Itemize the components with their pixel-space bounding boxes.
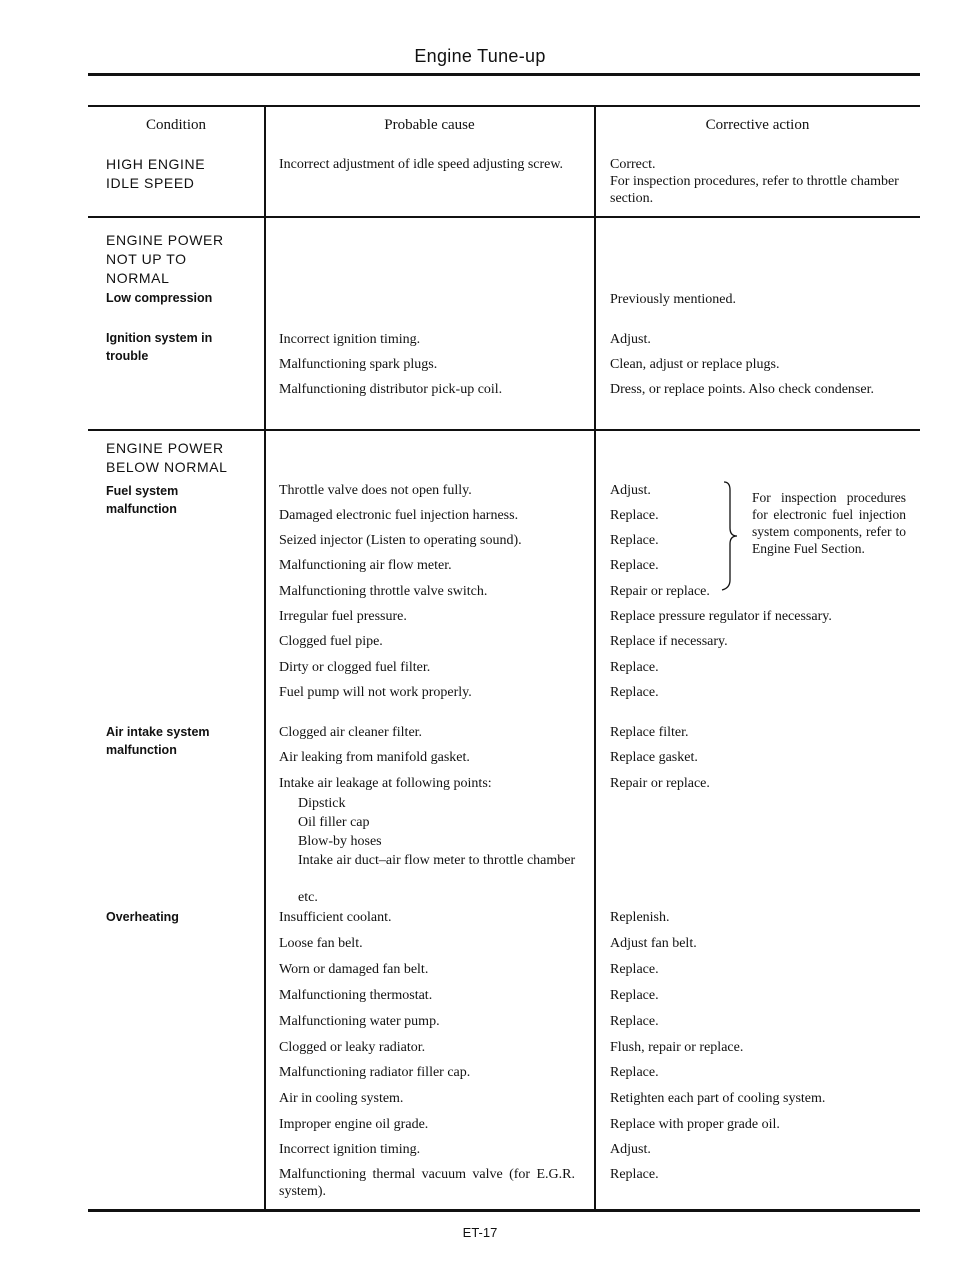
cause-fuel-1: Damaged electronic fuel injection harness.: [279, 508, 519, 523]
cause-overheat-3: Malfunctioning thermostat.: [279, 988, 433, 1003]
action-fuel-4: Repair or replace.: [610, 584, 710, 599]
header-rule: [88, 105, 920, 107]
subcondition-ignition: Ignition system in trouble: [106, 331, 213, 363]
action-fuel-3: Replace.: [610, 558, 659, 573]
cause-overheat-7: Air in cooling system.: [279, 1091, 404, 1106]
action-overheat-9: Adjust.: [610, 1142, 651, 1157]
cause-overheat-1: Loose fan belt.: [279, 936, 363, 951]
action-fuel-6: Replace if necessary.: [610, 634, 728, 649]
action-overheat-6: Replace.: [610, 1065, 659, 1080]
condition-power-below-normal: ENGINE POWER BELOW NORMAL: [106, 440, 228, 475]
action-air-0: Replace filter.: [610, 725, 689, 740]
action-low-compression: Previously mentioned.: [610, 292, 736, 307]
condition-high-idle: HIGH ENGINE IDLE SPEED: [106, 156, 206, 191]
action-overheat-4: Replace.: [610, 1014, 659, 1029]
action-overheat-8: Replace with proper grade oil.: [610, 1117, 780, 1132]
action-overheat-3: Replace.: [610, 988, 659, 1003]
action-high-idle: Correct. For inspection procedures, refer to throttle chamber section.: [610, 157, 899, 206]
column-header-cause: Probable cause: [384, 117, 475, 133]
cause-air-2: Intake air leakage at following points:: [279, 776, 492, 791]
cause-overheat-8: Improper engine oil grade.: [279, 1117, 429, 1132]
air-point-3: Intake air duct–air flow meter to throttle chamber: [298, 853, 576, 868]
section-rule: [88, 429, 920, 431]
action-air-2: Repair or replace.: [610, 776, 710, 791]
bottom-rule: [88, 1209, 920, 1212]
cause-fuel-5: Irregular fuel pressure.: [279, 609, 407, 624]
action-overheat-7: Retighten each part of cooling system.: [610, 1091, 826, 1106]
column-divider: [594, 107, 596, 1209]
subcondition-low-compression: Low compression: [106, 291, 213, 305]
subcondition-overheating: Overheating: [106, 910, 179, 924]
action-fuel-1: Replace.: [610, 508, 659, 523]
action-fuel-7: Replace.: [610, 660, 659, 675]
cause-ignition-0: Incorrect ignition timing.: [279, 332, 421, 347]
action-air-1: Replace gasket.: [610, 750, 698, 765]
cause-air-1: Air leaking from manifold gasket.: [279, 750, 470, 765]
air-point-0: Dipstick: [298, 796, 346, 811]
action-fuel-0: Adjust.: [610, 483, 651, 498]
cause-overheat-2: Worn or damaged fan belt.: [279, 962, 429, 977]
action-overheat-2: Replace.: [610, 962, 659, 977]
action-fuel-5: Replace pressure regulator if necessary.: [610, 609, 832, 624]
cause-overheat-10: Malfunctioning thermal vacuum valve (for E.G.R. system).: [279, 1167, 575, 1199]
action-fuel-2: Replace.: [610, 533, 659, 548]
cause-overheat-4: Malfunctioning water pump.: [279, 1014, 440, 1029]
cause-fuel-2: Seized injector (Listen to operating sound).: [279, 533, 522, 548]
cause-ignition-2: Malfunctioning distributor pick-up coil.: [279, 382, 503, 397]
air-point-4: etc.: [298, 890, 318, 905]
subcondition-air-intake: Air intake system malfunction: [106, 725, 210, 757]
action-fuel-8: Replace.: [610, 685, 659, 700]
cause-fuel-7: Dirty or clogged fuel filter.: [279, 660, 431, 675]
cause-overheat-6: Malfunctioning radiator filler cap.: [279, 1065, 471, 1080]
section-rule: [88, 216, 920, 218]
column-divider: [264, 107, 266, 1209]
action-overheat-10: Replace.: [610, 1167, 659, 1182]
column-header-condition: Condition: [145, 117, 206, 133]
cause-fuel-4: Malfunctioning throttle valve switch.: [279, 584, 488, 599]
cause-fuel-3: Malfunctioning air flow meter.: [279, 558, 452, 573]
top-rule: [88, 73, 920, 76]
action-ignition-1: Clean, adjust or replace plugs.: [610, 357, 780, 372]
subcondition-fuel: Fuel system malfunction: [106, 484, 179, 516]
action-overheat-1: Adjust fan belt.: [610, 936, 697, 951]
action-ignition-0: Adjust.: [610, 332, 651, 347]
cause-overheat-5: Clogged or leaky radiator.: [279, 1040, 426, 1055]
column-header-action: Corrective action: [705, 117, 810, 133]
cause-fuel-8: Fuel pump will not work properly.: [279, 685, 472, 700]
cause-overheat-9: Incorrect ignition timing.: [279, 1142, 421, 1157]
fuel-inspection-note: For inspection procedures for electronic fuel injection system components, refer to Engine Fuel Section.: [752, 490, 906, 556]
action-overheat-5: Flush, repair or replace.: [610, 1040, 744, 1055]
cause-high-idle: Incorrect adjustment of idle speed adjusting screw.: [279, 157, 564, 172]
cause-air-0: Clogged air cleaner filter.: [279, 725, 423, 740]
air-point-2: Blow-by hoses: [298, 834, 382, 849]
action-ignition-2: Dress, or replace points. Also check condenser.: [610, 382, 874, 397]
page-title: Engine Tune-up: [414, 46, 546, 66]
action-overheat-0: Replenish.: [610, 910, 670, 925]
grouping-brace: [710, 480, 746, 592]
cause-ignition-1: Malfunctioning spark plugs.: [279, 357, 438, 372]
air-point-1: Oil filler cap: [298, 815, 370, 830]
cause-fuel-0: Throttle valve does not open fully.: [279, 483, 472, 498]
condition-power-not-normal: ENGINE POWER NOT UP TO NORMAL: [106, 232, 224, 286]
cause-fuel-6: Clogged fuel pipe.: [279, 634, 383, 649]
cause-overheat-0: Insufficient coolant.: [279, 910, 392, 925]
page-number: ET-17: [462, 1225, 498, 1240]
